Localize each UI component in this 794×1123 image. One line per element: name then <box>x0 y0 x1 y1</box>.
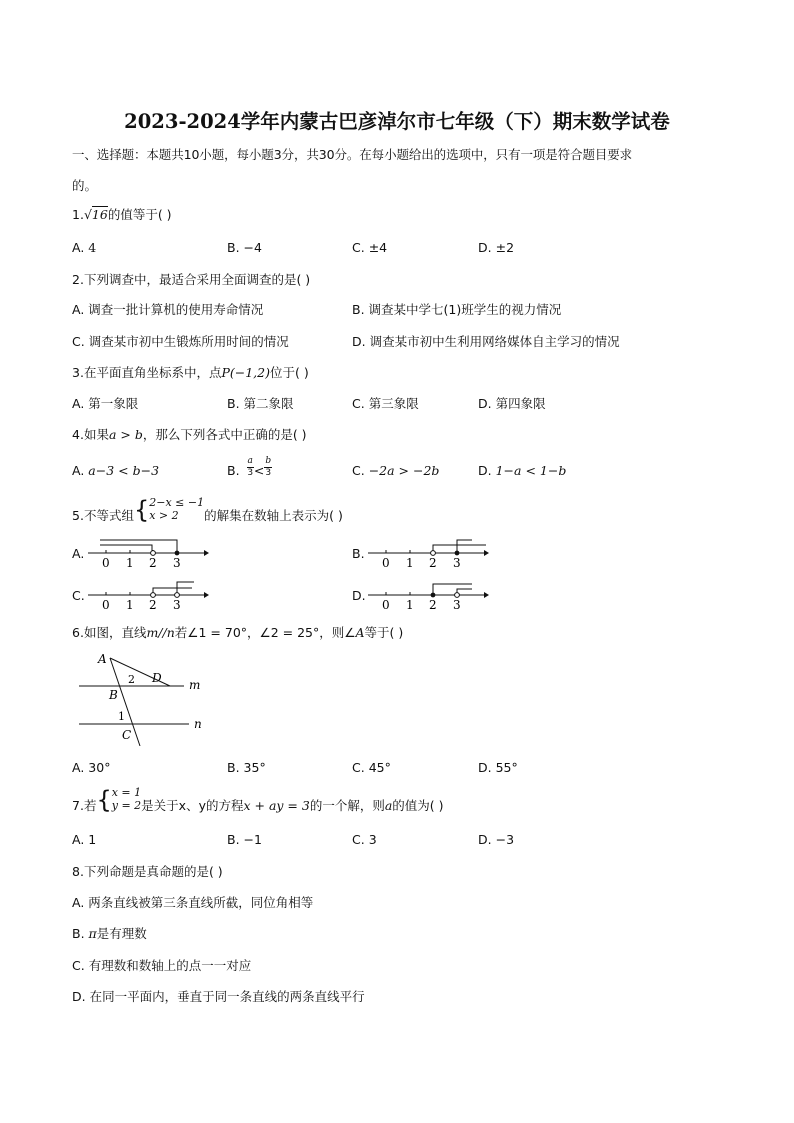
q3-option-a[interactable]: A. 第一象限 <box>72 396 139 411</box>
q8-option-d[interactable]: D. 在同一平面内，垂直于同一条直线的两条直线平行 <box>72 989 365 1004</box>
label-angle-1: 1 <box>118 710 125 723</box>
label-B: B <box>109 688 118 702</box>
q4-option-c[interactable]: C. −2a > −2b <box>352 463 440 478</box>
number-line-a <box>88 534 210 572</box>
question-4: 4.如果a > b，那么下列各式中正确的是( ) <box>72 427 307 442</box>
q1-option-b[interactable]: B. −4 <box>227 240 262 255</box>
question-8: 8.下列命题是真命题的是( ) <box>72 864 223 879</box>
tick-label: 1 <box>406 598 414 612</box>
q7-option-d[interactable]: D. −3 <box>478 832 515 847</box>
tick-label: 2 <box>429 598 437 612</box>
tick-label: 0 <box>102 556 110 570</box>
parallel-lines-figure <box>72 648 212 746</box>
q4-option-b[interactable]: B. $\frac{a}{3}$ < $\frac{b}{3}$ <box>227 456 272 478</box>
q8-option-c[interactable]: C. 有理数和数轴上的点一一对应 <box>72 958 252 973</box>
q8-option-a[interactable]: A. 两条直线被第三条直线所截，同位角相等 <box>72 895 314 910</box>
tick-label: 3 <box>453 598 461 612</box>
question-6: 6.如图，直线m//n若∠1 = 70°，∠2 = 25°，则∠A等于( ) <box>72 625 404 640</box>
q5-option-a[interactable]: A. <box>72 546 85 561</box>
section-heading: 一、选择题：本题共10小题，每小题3分，共30分。在每小题给出的选项中，只有一项是符合题目要求 <box>72 147 633 162</box>
number-line-d <box>368 576 490 614</box>
q3-option-c[interactable]: C. 第三象限 <box>352 396 419 411</box>
q2-option-a[interactable]: A. 调查一批计算机的使用寿命情况 <box>72 302 264 317</box>
tick-label: 3 <box>453 556 461 570</box>
question-7: 7.若{ x = 1 y = 2 是关于x、y的方程x + ay = 3的一个解，则a的值为( ) <box>72 786 444 814</box>
q4-option-a[interactable]: A. a−3 < b−3 <box>72 463 160 478</box>
tick-label: 3 <box>173 598 181 612</box>
question-5: 5.不等式组{ 2−x ≤ −1 x > 2 的解集在数轴上表示为( ) <box>72 496 343 524</box>
q7-option-c[interactable]: C. 3 <box>352 832 377 847</box>
question-2: 2.下列调查中，最适合采用全面调查的是( ) <box>72 272 311 287</box>
question-1: 1.√16的值等于( ) <box>72 207 172 222</box>
tick-label: 1 <box>126 556 134 570</box>
q1-option-d[interactable]: D. ±2 <box>478 240 515 255</box>
label-D: D <box>152 671 162 685</box>
q6-option-d[interactable]: D. 55° <box>478 760 518 775</box>
exam-title: 2023-2024学年内蒙古巴彦淖尔市七年级（下）期末数学试卷 <box>124 110 670 133</box>
q6-option-a[interactable]: A. 30° <box>72 760 111 775</box>
q2-option-c[interactable]: C. 调查某市初中生锻炼所用时间的情况 <box>72 334 289 349</box>
q8-option-b[interactable]: B. π是有理数 <box>72 926 147 941</box>
tick-label: 0 <box>382 556 390 570</box>
q3-option-b[interactable]: B. 第二象限 <box>227 396 294 411</box>
q4-option-d[interactable]: D. 1−a < 1−b <box>478 463 567 478</box>
section-heading-cont: 的。 <box>72 178 98 193</box>
tick-label: 1 <box>406 556 414 570</box>
q5-option-d[interactable]: D. <box>352 588 366 603</box>
question-3: 3.在平面直角坐标系中，点P(−1,2)位于( ) <box>72 365 309 380</box>
brace-icon: { <box>96 786 112 814</box>
tick-label: 2 <box>149 556 157 570</box>
tick-label: 3 <box>173 556 181 570</box>
q2-option-d[interactable]: D. 调查某市初中生利用网络媒体自主学习的情况 <box>352 334 620 349</box>
label-A: A <box>98 652 107 666</box>
q1-option-c[interactable]: C. ±4 <box>352 240 388 255</box>
tick-label: 0 <box>102 598 110 612</box>
q6-option-b[interactable]: B. 35° <box>227 760 266 775</box>
number-line-b <box>368 534 490 572</box>
q3-option-d[interactable]: D. 第四象限 <box>478 396 546 411</box>
label-m: m <box>189 678 201 692</box>
q7-option-b[interactable]: B. −1 <box>227 832 262 847</box>
label-n: n <box>194 717 202 731</box>
tick-label: 2 <box>429 556 437 570</box>
tick-label: 2 <box>149 598 157 612</box>
brace-icon: { <box>133 496 150 524</box>
q2-option-b[interactable]: B. 调查某中学七(1)班学生的视力情况 <box>352 302 562 317</box>
q7-option-a[interactable]: A. 1 <box>72 832 97 847</box>
label-angle-2: 2 <box>128 673 135 686</box>
label-C: C <box>122 728 132 742</box>
tick-label: 0 <box>382 598 390 612</box>
sqrt-icon: √ <box>83 207 92 222</box>
q5-option-b[interactable]: B. <box>352 546 365 561</box>
q5-option-c[interactable]: C. <box>72 588 85 603</box>
tick-label: 1 <box>126 598 134 612</box>
q1-option-a[interactable]: A. 4 <box>72 240 97 255</box>
q6-option-c[interactable]: C. 45° <box>352 760 391 775</box>
number-line-c <box>88 576 210 614</box>
